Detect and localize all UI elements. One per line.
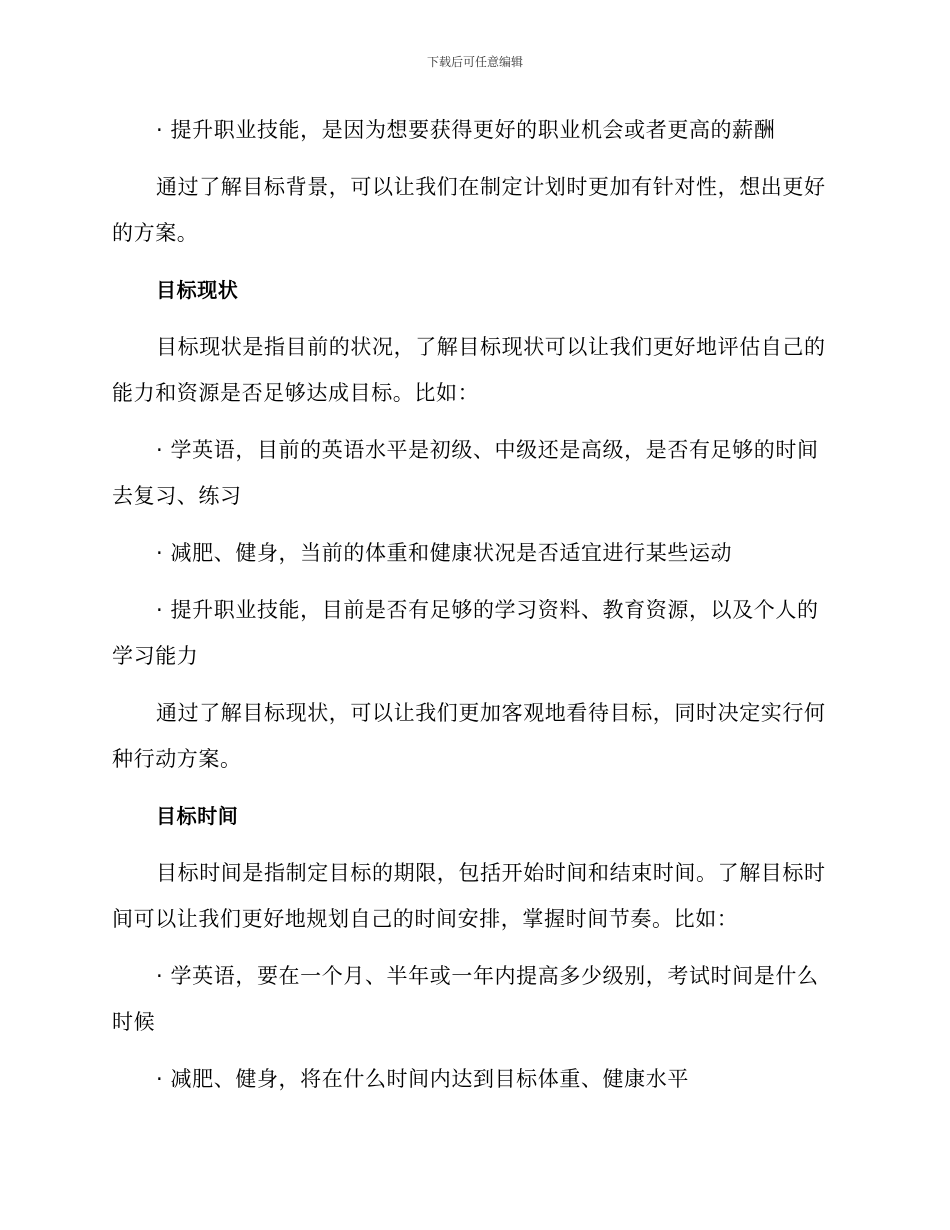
paragraph-background-summary: 通过了解目标背景，可以让我们在制定计划时更加有针对性，想出更好的方案。 [112, 175, 826, 245]
section-heading-target-time: 目标时间 [156, 804, 239, 828]
bullet-fitness-time: · 减肥、健身，将在什么时间内达到目标体重、健康水平 [156, 1067, 689, 1091]
paragraph-current-status-summary: 通过了解目标现状，可以让我们更加客观地看待目标，同时决定实行何种行动方案。 [112, 701, 826, 771]
bullet-english-status: · 学英语，目前的英语水平是初级、中级还是高级，是否有足够的时间去复习、练习 [112, 438, 819, 508]
bullet-english-time: · 学英语，要在一个月、半年或一年内提高多少级别，考试时间是什么时候 [112, 964, 819, 1034]
section-heading-current-status: 目标现状 [156, 278, 239, 302]
page-header: 下载后可任意编辑 [426, 55, 523, 69]
paragraph-current-status-intro: 目标现状是指目前的状况，了解目标现状可以让我们更好地评估自己的能力和资源是否足够达成目标。比如： [112, 335, 826, 405]
bullet-career-skills-reason: · 提升职业技能，是因为想要获得更好的职业机会或者更高的薪酬 [156, 118, 776, 142]
paragraph-target-time-intro: 目标时间是指制定目标的期限，包括开始时间和结束时间。了解目标时间可以让我们更好地规划自己的时间安排，掌握时间节奏。比如： [112, 861, 826, 931]
document-body [112, 107, 832, 1113]
bullet-career-status: · 提升职业技能，目前是否有足够的学习资料、教育资源，以及个人的学习能力 [112, 598, 819, 668]
bullet-fitness-status: · 减肥、健身，当前的体重和健康状况是否适宜进行某些运动 [156, 541, 733, 565]
